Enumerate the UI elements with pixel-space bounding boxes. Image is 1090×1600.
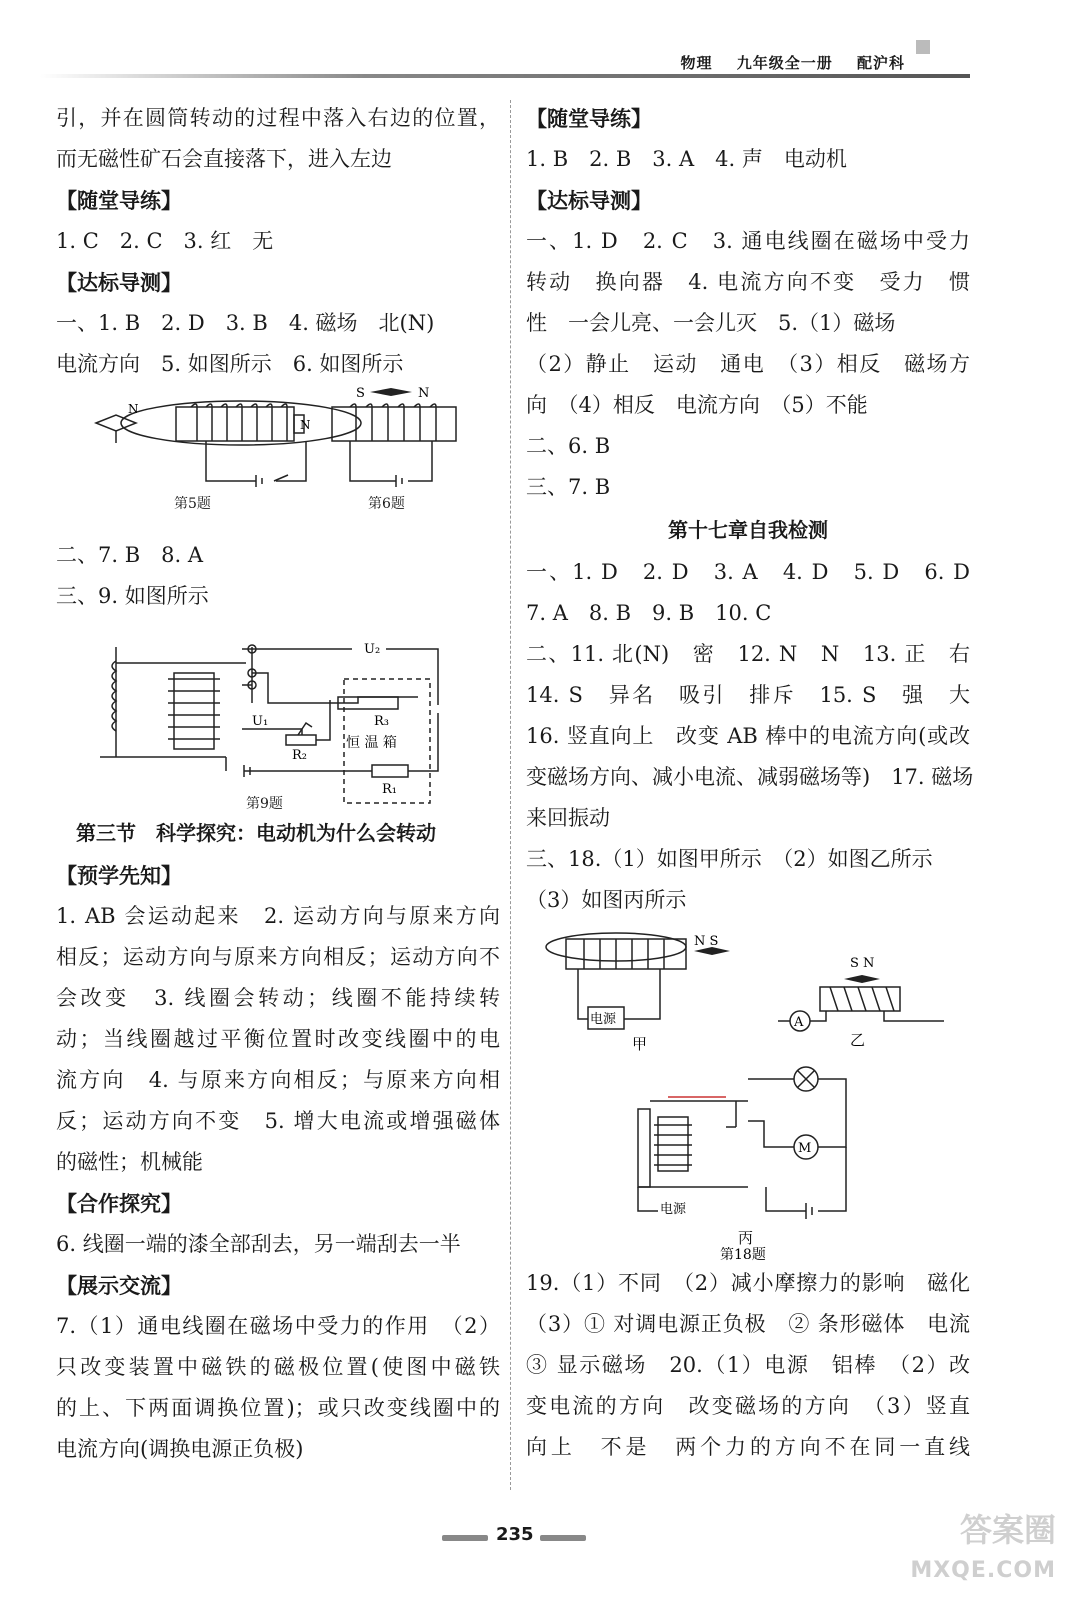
page-footer [0, 1518, 1090, 1558]
figure-5-6 [56, 385, 500, 535]
yi-ammeter-label: A [794, 1015, 804, 1030]
answer-line: 来回振动 [526, 806, 610, 830]
answer-line: 1. B 2. B 3. A 4. 声 电动机 [526, 147, 847, 171]
fig5-n-label-right: N [300, 418, 311, 432]
section-heading: 【达标导测】 [56, 270, 182, 295]
answer-line: 三、7. B [526, 475, 611, 499]
section-heading: 【达标导测】 [526, 188, 652, 213]
section-heading: 【展示交流】 [56, 1273, 182, 1298]
header-rule [40, 74, 970, 78]
header-decoration [916, 40, 930, 54]
jia-ns-label: N S [694, 934, 719, 949]
answer-line: 反；运动方向不变 5. 增大电流或增强磁体 [56, 1109, 500, 1133]
answer-line: 19.（1）不同 （2）减小摩擦力的影响 磁化 [526, 1271, 970, 1295]
yi-caption: 乙 [850, 1031, 866, 1049]
jia-caption: 甲 [632, 1035, 648, 1053]
page-header [0, 0, 1090, 90]
answer-line: 7. A 8. B 9. B 10. C [526, 601, 772, 625]
answer-line: 1. C 2. C 3. 红 无 [56, 229, 274, 253]
answer-line: 一、1. B 2. D 3. B 4. 磁场 北(N) [56, 311, 435, 335]
label-u1: U₁ [252, 714, 269, 729]
answer-line: 相反；运动方向与原来方向相反；运动方向不 [56, 945, 500, 969]
answer-line: （2）静止 运动 通电 （3）相反 磁场方 [526, 352, 970, 376]
chapter-title: 第十七章自我检测 [668, 518, 828, 542]
left-column [56, 98, 500, 1470]
answer-line: 变电流的方向 改变磁场的方向 （3）竖直 [526, 1394, 970, 1418]
header-grade: 九年级全一册 [736, 54, 833, 72]
label-r2: R₂ [292, 748, 307, 763]
fig6-compass [370, 388, 412, 396]
answer-line: 6. 线圈一端的漆全部刮去，另一端刮去一半 [56, 1232, 461, 1256]
caption-fig5: 第5题 [174, 496, 211, 512]
compass-needle [96, 415, 136, 431]
watermark-logo: 答案圈 [959, 1511, 1056, 1549]
answer-line: 的磁性；机械能 [56, 1150, 203, 1174]
label-u2: U₂ [364, 642, 381, 657]
answer-line: 三、18.（1）如图甲所示 （2）如图乙所示 [526, 847, 933, 871]
header-edition: 配沪科 [856, 54, 905, 72]
answer-line: 一、1. D 2. D 3. A 4. D 5. D 6. D [526, 560, 970, 584]
watermark-url: MXQE.COM [910, 1558, 1056, 1583]
answer-line: 流方向 4. 与原来方向相反；与原来方向相 [56, 1068, 500, 1092]
section-heading: 【合作探究】 [56, 1191, 182, 1216]
right-column [526, 98, 974, 1468]
text-line: 而无磁性矿石会直接落下，进入左边 [56, 147, 392, 171]
answer-line: 14. S 异名 吸引 排斥 15. S 强 大 [526, 683, 970, 707]
fig18-caption: 第18题 [720, 1247, 766, 1263]
answer-line: 电流方向 5. 如图所示 6. 如图所示 [56, 352, 404, 376]
figure-18-drawings [526, 921, 970, 1263]
answer-line: （3）① 对调电源正负极 ② 条形磁体 电流 [526, 1312, 970, 1336]
answer-line: 动；当线圈越过平衡位置时改变线圈中的电 [56, 1027, 500, 1051]
yi-sn-label: S N [850, 956, 875, 971]
section-heading: 【预学先知】 [56, 863, 182, 888]
footer-bar-right [540, 1535, 586, 1541]
figure-18 [526, 921, 970, 1263]
answer-line: 三、9. 如图所示 [56, 584, 209, 608]
answer-line: ③ 显示磁场 20.（1）电源 铝棒 （2）改 [526, 1353, 970, 1377]
bing-caption: 丙 [738, 1229, 754, 1247]
bing-power-label: 电源 [660, 1202, 687, 1217]
answer-line: 电流方向(调换电源正负极) [56, 1437, 304, 1461]
answer-line: 二、11. 北(N) 密 12. N N 13. 正 右 [526, 642, 970, 666]
fig6-s-label: S [356, 386, 365, 401]
section-title: 第三节 科学探究：电动机为什么会转动 [76, 821, 436, 845]
yi-compass [844, 975, 880, 983]
answer-line: 转动 换向器 4. 电流方向不变 受力 惯 [526, 270, 970, 294]
label-thermostat-box: 恒 温 箱 [346, 735, 397, 751]
answer-line: 只改变装置中磁铁的磁极位置(使图中磁铁 [56, 1355, 500, 1379]
fig6-n-label: N [418, 386, 430, 401]
fig5-n-label: N [128, 402, 139, 416]
page-number: 235 [496, 1524, 534, 1545]
thermostat-circuit [56, 617, 500, 811]
section-heading: 【随堂导练】 [56, 188, 182, 213]
caption-fig9: 第9题 [246, 796, 283, 812]
header-subject: 物理 [680, 54, 713, 72]
label-r1: R₁ [382, 782, 397, 797]
figure-9 [56, 617, 500, 811]
header-text [662, 52, 905, 73]
label-r3: R₃ [374, 714, 389, 729]
answer-line: 会改变 3. 线圈会转动；线圈不能持续转 [56, 986, 500, 1010]
caption-fig6: 第6题 [368, 496, 405, 512]
figure-18-bing-drawing [638, 1067, 846, 1219]
answer-line: 变磁场方向、减小电流、减弱磁场等) 17. 磁场 [526, 765, 974, 789]
answer-line: 7.（1）通电线圈在磁场中受力的作用 （2） [56, 1314, 500, 1338]
answer-line: 1. AB 会运动起来 2. 运动方向与原来方向 [56, 904, 500, 928]
answer-line: 二、6. B [526, 434, 611, 458]
answer-line: 一、1. D 2. C 3. 通电线圈在磁场中受力 [526, 229, 970, 253]
answer-line: 二、7. B 8. A [56, 543, 204, 567]
answer-line: 16. 竖直向上 改变 AB 棒中的电流方向(或改 [526, 724, 970, 748]
section-heading: 【随堂导练】 [526, 106, 652, 131]
answer-line: 性 一会儿亮、一会儿灭 5.（1）磁场 [526, 311, 896, 335]
figure-6-drawing [332, 404, 456, 487]
footer-bar-left [442, 1535, 488, 1541]
column-divider [510, 100, 511, 1490]
bing-motor-label: M [798, 1141, 812, 1156]
jia-power-label: 电源 [590, 1012, 617, 1027]
answer-line: （3）如图丙所示 [526, 888, 687, 912]
answer-line: 向 （4）相反 电流方向 （5）不能 [526, 393, 868, 417]
answer-line: 的上、下两面调换位置)；或只改变线圈中的 [56, 1396, 500, 1420]
answer-line: 向上 不是 两个力的方向不在同一直线 [526, 1435, 970, 1459]
text-line: 引，并在圆筒转动的过程中落入右边的位置， [56, 106, 500, 130]
solenoid-diagrams [56, 385, 500, 535]
